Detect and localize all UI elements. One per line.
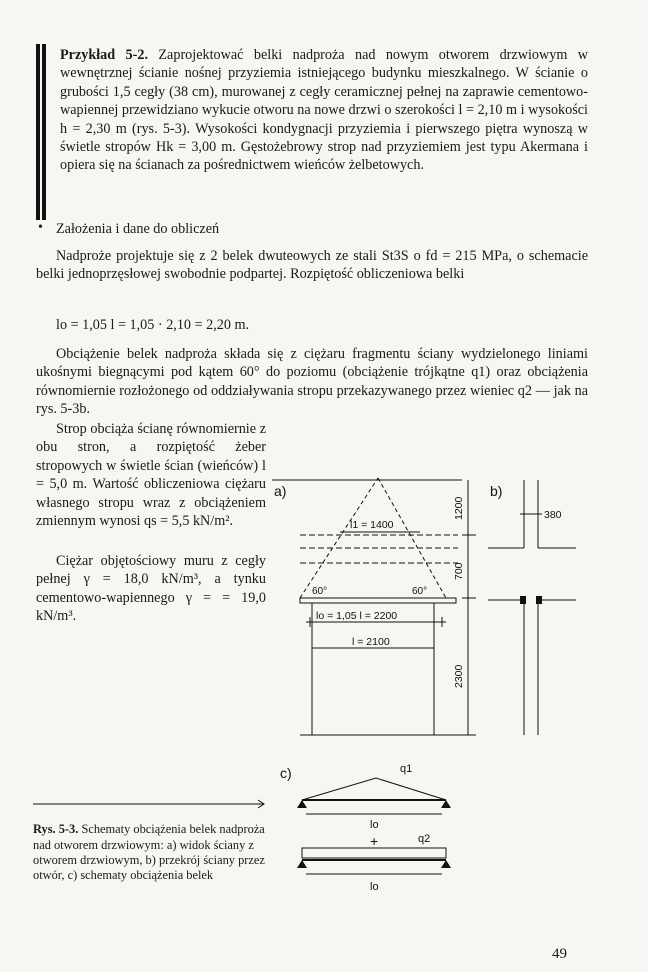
dim-1200: 1200 [453, 496, 465, 520]
dim-2300: 2300 [453, 664, 465, 688]
lo-label-1: lo [370, 819, 379, 831]
example-paragraph [60, 46, 588, 175]
paragraph-4: Ciężar objętościowy muru z cegły pełnej γ = 18,0 kN/m³, a tynku cementowo-wapiennego γ = = 19,0 kN/m³. [36, 553, 266, 625]
example-rule [36, 44, 40, 220]
q2-label: q2 [418, 833, 431, 845]
dim-l: l = 2100 [352, 636, 390, 648]
paragraph-3: Strop obciąża ścianę równomiernie z obu stron, a rozpiętość żeber stropowych w świetle ścian (wieńców) l = 5,0 m. Wartość obliczeniowa ciężaru własnego stropu wraz z obciążeniem zmiennym wynosi qs = 5,5 kN/m². [36, 421, 266, 530]
dim-l1: l1 = 1400 [350, 519, 394, 531]
figure-caption [33, 822, 265, 883]
plus-sign: + [370, 833, 379, 849]
lo-label-2: lo [370, 881, 379, 893]
example-text: Zaprojektować belki nadproża nad nowym otworem drzwiowym w wewnętrznej ścianie nośnej przyziemia istniejącego budynku mieszkalnego. W ścianie o grubości 1,5 cegły (38 cm), murowanej z cegły ceramicznej pełnej na zaprawie cementowo-wapiennej przewidziano wykucie otworu na nowe drzwi o szerokości l = 2,10 m i wysokości h = 2,30 m (rys. 5-3). Wysokości kondygnacji przyziemia i pierwszego piętra wynoszą w świetle stropów Hk = 3,00 m. Gęstożebrowy strop nad przyziemiem jest typu Akermana i opiera się na ścianach za pośrednictwem wieńców żelbetowych. [60, 47, 588, 174]
label-c: c) [280, 765, 292, 781]
label-a: a) [274, 483, 287, 499]
label-b: b) [490, 483, 503, 499]
dim-lo: lo = 1,05 l = 2200 [316, 610, 398, 622]
page-number: 49 [552, 946, 567, 962]
paragraph-1: Nadproże projektuje się z 2 belek dwuteowych ze stali St3S o fd = 215 MPa, o schemacie belki jednoprzęsłowej swobodnie podpartej. Rozpiętość obliczeniowa belki [36, 248, 588, 283]
example-rule-inner [42, 44, 46, 220]
dim-700: 700 [453, 562, 465, 580]
caption-text: Schematy obciążenia belek nadproża nad otworem drzwiowym: a) widok ściany z otworem drzwiowym, b) przekrój ściany przez otwór, c) schematy obciążenia belek [33, 822, 265, 882]
section-heading: Założenia i dane do obliczeń [56, 221, 220, 237]
example-label: Przykład 5-2. [60, 47, 149, 63]
dim-380: 380 [544, 509, 562, 521]
angle-left: 60° [312, 586, 328, 597]
angle-right: 60° [412, 586, 428, 597]
formula: lo = 1,05 l = 1,05 · 2,10 = 2,20 m. [56, 317, 250, 333]
caption-label: Rys. 5-3. [33, 822, 79, 837]
q1-label: q1 [400, 763, 413, 775]
bullet-dot: • [38, 220, 43, 235]
paragraph-2: Obciążenie belek nadproża składa się z ciężaru fragmentu ściany wydzielonego liniami ukośnymi biegnącymi pod kątem 60° do poziomu (obciążenie trójkątne q1) oraz obciążenia równomiernie rozłożonego od oddziaływania stropu przekazywanego przez wieniec q2 — jak na rys. 5-3b. [36, 346, 588, 418]
